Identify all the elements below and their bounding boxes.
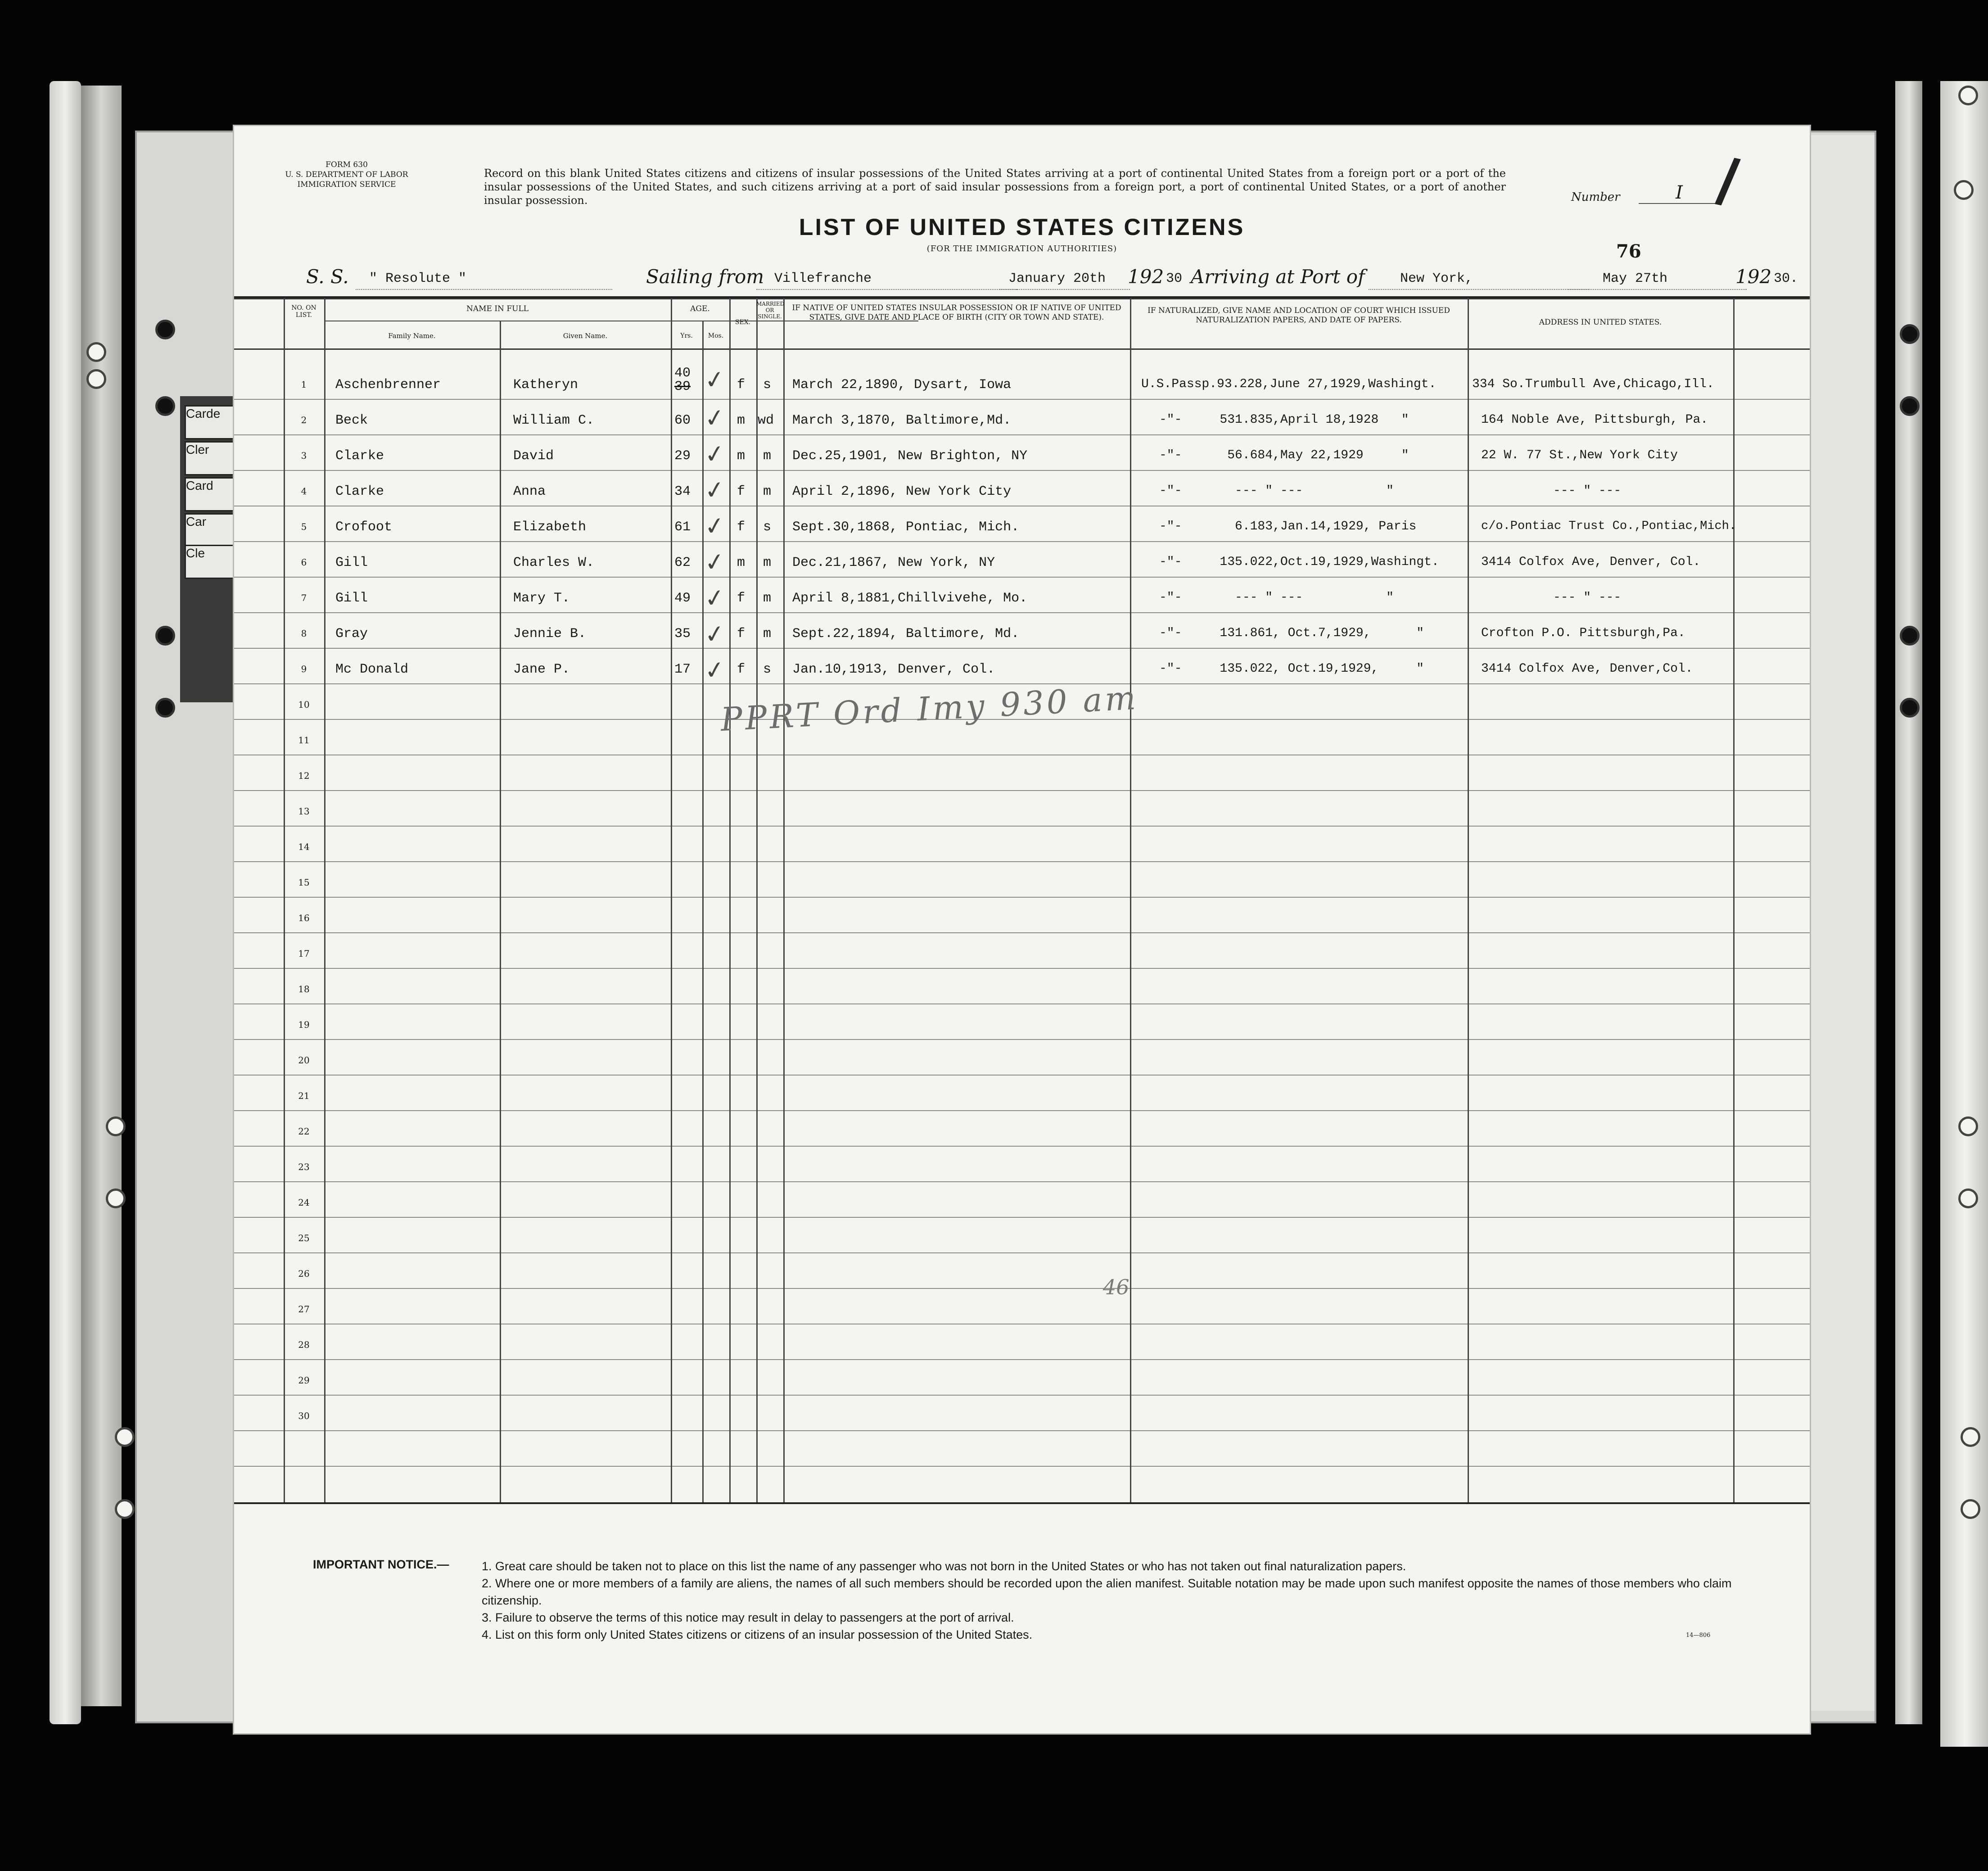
birth-cell: March 3,1870, Baltimore,Md.	[792, 413, 1012, 428]
row-rule	[234, 1252, 1810, 1253]
row-rule	[234, 1146, 1810, 1147]
marital-cell: m	[763, 591, 772, 606]
row-rule	[234, 1466, 1810, 1467]
row-rule	[234, 1430, 1810, 1431]
given-name-cell: Mary T.	[513, 591, 570, 606]
family-name-cell: Gray	[335, 626, 368, 642]
row-rule	[234, 1288, 1810, 1289]
address-cell: --- " ---	[1553, 484, 1622, 498]
binder-hole	[1900, 698, 1920, 718]
binder-hole	[115, 1499, 135, 1519]
binder-hole	[1900, 626, 1920, 646]
check-mark: ✓	[702, 475, 727, 506]
column-rule	[500, 321, 501, 1502]
check-mark: ✓	[702, 511, 727, 542]
notice-item: 4. List on this form only United States citizens or citizens of an insular possession of the United States.	[482, 1628, 1033, 1641]
sex-cell: f	[737, 626, 746, 642]
binder-hole	[1954, 180, 1974, 200]
marital-cell: s	[763, 662, 772, 677]
form-identifier	[270, 160, 423, 190]
age-struck-cell: 39	[674, 379, 691, 394]
age-cell: 35	[674, 626, 691, 642]
record-instruction: Record on this blank United States citizens and citizens of insular possessions of the United States arriving at a port of continental United States from a foreign port or a port of the insular possessions of the United States, and such citizens arriving at a port of said insular possessions from a foreign port, a port of continental United States, or a port of another insular possession.	[484, 167, 1506, 207]
header-sex: SEX.	[735, 319, 751, 326]
binder-hole	[86, 342, 106, 362]
header-given-name: Given Name.	[563, 332, 608, 340]
check-mark: ✓	[702, 438, 727, 470]
binder-hole	[155, 698, 175, 718]
sex-cell: m	[737, 448, 746, 464]
row-number: 18	[298, 984, 310, 994]
marital-cell: s	[763, 520, 772, 535]
index-card: Car	[185, 513, 237, 547]
birth-cell: Sept.30,1868, Pontiac, Mich.	[792, 520, 1020, 535]
row-number: 28	[298, 1339, 310, 1350]
row-rule	[234, 932, 1810, 933]
form-code: 14—806	[1686, 1632, 1711, 1639]
row-rule	[234, 541, 1810, 542]
given-name-cell: David	[513, 448, 554, 464]
sex-cell: f	[737, 591, 746, 606]
check-mark: ✓	[702, 655, 727, 686]
birth-cell: Dec.25,1901, New Brighton, NY	[792, 448, 1028, 464]
page-subtitle: (FOR THE IMMIGRATION AUTHORITIES)	[926, 244, 1117, 253]
age-cell: 61	[674, 520, 691, 535]
header-age-months: Mos.	[708, 332, 724, 339]
column-rule	[1468, 298, 1469, 1502]
column-rule	[702, 321, 704, 1502]
birth-cell: Dec.21,1867, New York, NY	[792, 555, 995, 570]
header-birth: IF NATIVE OF UNITED STATES INSULAR POSSESSION OR IF NATIVE OF UNITED STATES, GIVE DATE AND PLACE OF BIRTH (CITY OR TOWN AND STATE).	[792, 303, 1121, 322]
row-number: 25	[298, 1233, 310, 1243]
marital-cell: m	[763, 448, 772, 464]
row-rule	[234, 861, 1810, 862]
sex-cell: m	[737, 555, 746, 570]
arrival-date: May 27th	[1567, 271, 1747, 290]
check-mark: ✓	[702, 364, 727, 395]
age-cell: 62	[674, 555, 691, 570]
manifest-sheet	[234, 126, 1810, 1733]
column-rule	[671, 298, 672, 1502]
birth-cell: April 2,1896, New York City	[792, 484, 1012, 499]
row-rule	[234, 1395, 1810, 1396]
index-card: Carde	[185, 405, 237, 439]
birth-cell: Sept.22,1894, Baltimore, Md.	[792, 626, 1020, 642]
address-cell: 22 W. 77 St.,New York City	[1481, 448, 1678, 462]
handwritten-inspection-note: PPRT Ord Imy 930 am	[719, 678, 1139, 739]
binder-hole	[1961, 1499, 1980, 1519]
table-top-rule	[234, 298, 1810, 299]
family-name-cell: Clarke	[335, 448, 384, 464]
age-cell: 60	[674, 413, 691, 428]
row-number: 8	[301, 628, 307, 639]
column-rule	[729, 298, 731, 1502]
binder-hole	[155, 626, 175, 646]
row-number: 17	[298, 948, 310, 959]
row-rule	[234, 648, 1810, 649]
marital-cell: m	[763, 484, 772, 499]
margin-mark: I	[1709, 143, 1745, 224]
sex-cell: f	[737, 484, 746, 499]
age-cell: 40	[674, 366, 691, 381]
naturalization-cell: -"- --- " --- "	[1159, 484, 1394, 498]
row-number: 19	[298, 1019, 310, 1030]
row-rule	[234, 399, 1810, 400]
given-name-cell: William C.	[513, 413, 595, 428]
passenger-table	[234, 296, 1810, 1504]
binder-hole	[1958, 86, 1978, 105]
naturalization-cell: -"- --- " --- "	[1159, 591, 1394, 605]
family-name-cell: Gill	[335, 555, 368, 570]
binder-hole	[1900, 396, 1920, 416]
department-name: U. S. DEPARTMENT OF LABOR	[285, 170, 408, 179]
address-cell: 334 So.Trumbull Ave,Chicago,Ill.	[1472, 377, 1714, 391]
row-rule	[234, 612, 1810, 613]
sail-year: 30	[1166, 271, 1183, 286]
sex-cell: f	[737, 520, 746, 535]
row-number: 5	[301, 521, 307, 532]
year-prefix: 192	[1735, 266, 1772, 288]
row-number: 3	[301, 450, 307, 461]
given-name-cell: Charles W.	[513, 555, 595, 570]
binder-hole	[155, 320, 175, 339]
row-rule	[234, 826, 1810, 827]
binder-hole	[106, 1116, 126, 1136]
naturalization-cell: -"- 135.022,Oct.19,1929,Washingt.	[1159, 555, 1439, 569]
row-number: 14	[298, 841, 310, 852]
naturalization-cell: U.S.Passp.93.228,June 27,1929,Washingt.	[1141, 377, 1437, 391]
row-number: 23	[298, 1161, 310, 1172]
family-name-cell: Clarke	[335, 484, 384, 499]
header-address: ADDRESS IN UNITED STATES.	[1539, 318, 1662, 327]
service-name: IMMIGRATION SERVICE	[297, 180, 396, 189]
sail-date: January 20th	[999, 271, 1130, 290]
row-number: 2	[301, 415, 307, 425]
row-number: 26	[298, 1268, 310, 1279]
row-number: 22	[298, 1126, 310, 1137]
marital-cell: m	[763, 555, 772, 570]
notice-item: 1. Great care should be taken not to place on this list the name of any passenger who was not born in the United States or who has not taken out final naturalization papers.	[482, 1559, 1406, 1573]
birth-cell: April 8,1881,Chillvivehe, Mo.	[792, 591, 1028, 606]
binder-hole	[115, 1427, 135, 1447]
binder-edge-left	[81, 86, 122, 1706]
notice-item: 2. Where one or more members of a family are aliens, the names of all such members should be recorded upon the alien manifest. Suitable notation may be made upon such manifest opposite the names of those members who claim citizenship.	[482, 1577, 1732, 1607]
family-name-cell: Gill	[335, 591, 368, 606]
family-name-cell: Crofoot	[335, 520, 393, 535]
family-name-cell: Mc Donald	[335, 662, 409, 677]
sex-cell: m	[737, 413, 746, 428]
given-name-cell: Katheryn	[513, 377, 578, 393]
naturalization-cell: -"- 56.684,May 22,1929 "	[1159, 448, 1409, 462]
arrival-year: 30.	[1774, 271, 1798, 286]
row-number: 10	[298, 699, 310, 710]
row-number: 15	[298, 877, 310, 888]
page-title: LIST OF UNITED STATES CITIZENS	[799, 214, 1245, 240]
row-rule	[234, 434, 1810, 435]
header-age-years: Yrs.	[680, 332, 693, 339]
row-rule	[234, 577, 1810, 578]
row-number: 20	[298, 1055, 310, 1066]
notice-item: 3. Failure to observe the terms of this notice may result in delay to passengers at the port of arrival.	[482, 1611, 1014, 1624]
ship-name: " Resolute "	[356, 271, 612, 290]
address-cell: 3414 Colfox Ave, Denver,Col.	[1481, 662, 1693, 676]
column-rule	[756, 298, 758, 1502]
row-number: 24	[298, 1197, 310, 1208]
row-number: 1	[301, 379, 307, 390]
column-rule	[324, 298, 325, 1502]
binder-hole	[1900, 324, 1920, 344]
check-mark: ✓	[702, 583, 727, 614]
age-cell: 34	[674, 484, 691, 499]
column-rule	[783, 298, 785, 1502]
notice-heading: IMPORTANT NOTICE.—	[313, 1558, 449, 1571]
row-number: 11	[298, 735, 310, 746]
age-cell: 29	[674, 448, 691, 464]
given-name-cell: Anna	[513, 484, 546, 499]
check-mark: ✓	[702, 547, 727, 578]
address-cell: 164 Noble Ave, Pittsburgh, Pa.	[1481, 413, 1708, 427]
row-number: 7	[301, 592, 307, 603]
age-cell: 17	[674, 662, 691, 677]
given-name-cell: Jane P.	[513, 662, 570, 677]
row-rule	[234, 683, 1810, 684]
sex-cell: f	[737, 377, 746, 393]
birth-cell: Jan.10,1913, Denver, Col.	[792, 662, 995, 677]
marital-cell: wd	[758, 413, 774, 428]
family-name-cell: Aschenbrenner	[335, 377, 441, 393]
naturalization-cell: -"- 131.861, Oct.7,1929, "	[1159, 626, 1424, 640]
page-number: 76	[1616, 241, 1641, 262]
film-edge-left	[50, 81, 81, 1724]
birth-cell: March 22,1890, Dysart, Iowa	[792, 377, 1012, 393]
row-number: 16	[298, 913, 310, 923]
binder-hole	[155, 396, 175, 416]
row-rule	[234, 790, 1810, 791]
address-cell: 3414 Colfox Ave, Denver, Col.	[1481, 555, 1701, 569]
row-number: 6	[301, 557, 307, 568]
marital-cell: s	[763, 377, 772, 393]
column-rule	[1130, 298, 1131, 1502]
number-value: I	[1639, 182, 1720, 204]
row-rule	[234, 1217, 1810, 1218]
row-number: 9	[301, 664, 307, 674]
binder-hole	[86, 369, 106, 389]
given-name-cell: Jennie B.	[513, 626, 587, 642]
row-rule	[234, 1075, 1810, 1076]
film-edge-right	[1940, 81, 1988, 1747]
row-rule	[234, 968, 1810, 969]
header-name-in-full: NAME IN FULL	[466, 304, 529, 313]
arriving-label: Arriving at Port of	[1191, 266, 1365, 288]
row-number: 27	[298, 1304, 310, 1315]
binder-hole	[1958, 1116, 1978, 1136]
form-number: FORM 630	[325, 160, 368, 169]
ss-label: S. S.	[306, 266, 349, 288]
arrival-port: New York,	[1369, 271, 1589, 290]
check-mark: ✓	[702, 402, 727, 434]
row-rule	[234, 1359, 1810, 1360]
index-card: Cler	[185, 441, 237, 475]
number-label: Number	[1571, 190, 1620, 204]
binder-hole	[1961, 1427, 1980, 1447]
pencil-number: 46	[1103, 1275, 1130, 1299]
naturalization-cell: -"- 531.835,April 18,1928 "	[1159, 413, 1409, 427]
sailing-label: Sailing from	[646, 266, 764, 288]
check-mark: ✓	[702, 619, 727, 650]
naturalization-cell: -"- 6.183,Jan.14,1929, Paris	[1159, 520, 1417, 533]
sex-cell: f	[737, 662, 746, 677]
age-cell: 49	[674, 591, 691, 606]
row-number: 30	[298, 1410, 310, 1421]
header-married-single: MARRIED OR SINGLE.	[756, 301, 785, 320]
address-cell: c/o.Pontiac Trust Co.,Pontiac,Mich.	[1481, 520, 1737, 533]
index-card: Card	[185, 477, 237, 511]
sailing-from: Villefranche	[756, 271, 1017, 290]
column-rule	[284, 298, 285, 1502]
header-naturalization: IF NATURALIZED, GIVE NAME AND LOCATION OF COURT WHICH ISSUED NATURALIZATION PAPERS, AND DATE OF PAPERS.	[1148, 306, 1450, 325]
binder-hole	[1958, 1189, 1978, 1208]
column-rule	[1733, 298, 1735, 1502]
family-name-cell: Beck	[335, 413, 368, 428]
row-rule	[234, 897, 1810, 898]
marital-cell: m	[763, 626, 772, 642]
row-rule	[234, 470, 1810, 471]
index-card: Cle	[185, 545, 237, 579]
given-name-cell: Elizabeth	[513, 520, 587, 535]
header-family-name: Family Name.	[388, 332, 436, 340]
row-number: 4	[301, 486, 307, 497]
row-rule	[234, 1003, 1810, 1004]
naturalization-cell: -"- 135.022, Oct.19,1929, "	[1159, 662, 1424, 676]
row-number: 13	[298, 806, 310, 817]
address-cell: Crofton P.O. Pittsburgh,Pa.	[1481, 626, 1685, 640]
row-number: 12	[298, 770, 310, 781]
row-rule	[234, 1181, 1810, 1182]
row-number: 29	[298, 1375, 310, 1386]
year-prefix: 192	[1128, 266, 1164, 288]
row-number: 21	[298, 1090, 310, 1101]
address-cell: --- " ---	[1553, 591, 1622, 605]
row-rule	[234, 1039, 1810, 1040]
header-bottom-rule	[234, 348, 1810, 350]
row-rule	[234, 1110, 1810, 1111]
header-age: AGE.	[690, 304, 710, 313]
header-no-on-list: NO. ON LIST.	[291, 304, 316, 319]
binder-hole	[106, 1189, 126, 1208]
